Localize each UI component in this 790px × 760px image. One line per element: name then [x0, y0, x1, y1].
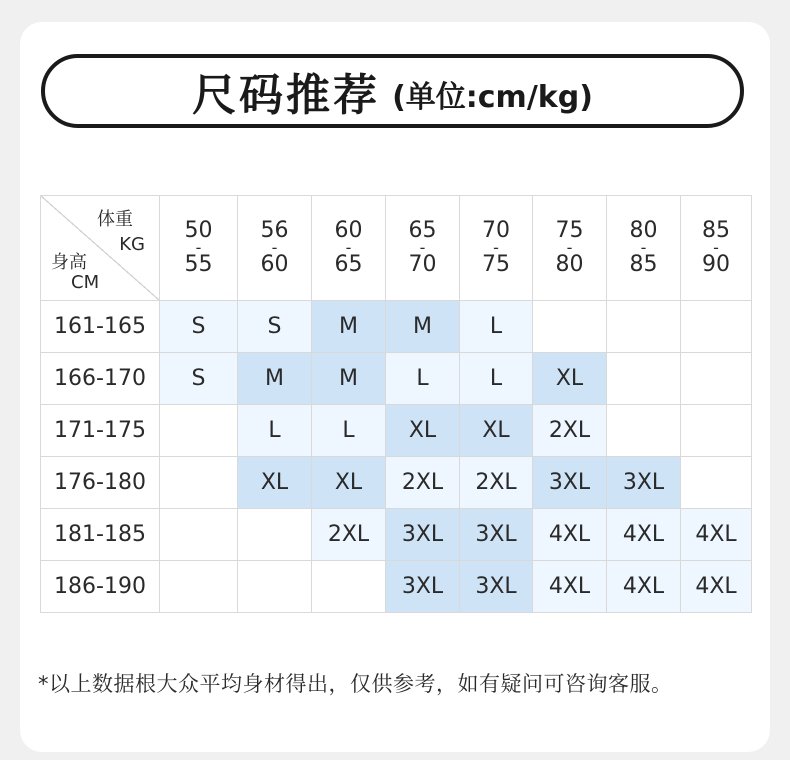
size-cell: 3XL — [386, 509, 460, 561]
size-cell — [607, 353, 681, 405]
size-cell: XL — [460, 405, 533, 457]
title-banner — [41, 54, 744, 128]
weight-range-start: 85 — [702, 218, 730, 243]
size-cell — [681, 301, 752, 353]
size-cell: L — [312, 405, 386, 457]
weight-range-start: 80 — [629, 218, 658, 243]
height-range-cell: 176-180 — [41, 457, 160, 509]
size-cell — [238, 509, 312, 561]
weight-header-row — [41, 196, 752, 301]
size-cell — [238, 561, 312, 613]
size-cell — [607, 405, 681, 457]
size-cell: 2XL — [533, 405, 607, 457]
size-cell: XL — [386, 405, 460, 457]
weight-range-header — [681, 196, 752, 301]
table-row — [41, 457, 752, 509]
weight-range-header — [533, 196, 607, 301]
height-label: 身高 — [51, 252, 87, 273]
corner-cell — [41, 196, 160, 301]
size-cell — [160, 509, 238, 561]
weight-range-end: 80 — [555, 252, 584, 277]
size-cell: M — [238, 353, 312, 405]
size-cell: XL — [312, 457, 386, 509]
page-title: 尺码推荐 — [192, 70, 381, 121]
weight-range-end: 90 — [702, 252, 730, 277]
weight-range-dash: - — [271, 238, 278, 257]
weight-range-dash: - — [493, 238, 499, 257]
size-cell: 3XL — [460, 561, 533, 613]
weight-range-end: 60 — [260, 252, 289, 277]
size-cell — [160, 405, 238, 457]
size-cell: M — [312, 353, 386, 405]
size-cell — [681, 353, 752, 405]
weight-range-dash: - — [195, 238, 202, 257]
weight-range-dash: - — [640, 238, 647, 257]
size-cell: L — [238, 405, 312, 457]
table-row — [41, 301, 752, 353]
table-row — [41, 561, 752, 613]
size-cell — [533, 301, 607, 353]
weight-range-header — [160, 196, 238, 301]
height-range-cell: 166-170 — [41, 353, 160, 405]
size-cell: 3XL — [607, 457, 681, 509]
weight-range-header — [607, 196, 681, 301]
weight-range-header — [386, 196, 460, 301]
table-row — [41, 405, 752, 457]
table-row — [41, 353, 752, 405]
height-range-cell: 181-185 — [41, 509, 160, 561]
weight-range-dash: - — [419, 238, 426, 257]
size-cell — [312, 561, 386, 613]
size-cell: M — [386, 301, 460, 353]
unit-note: (单位:cm/kg) — [392, 80, 593, 115]
size-cell: 4XL — [607, 509, 681, 561]
size-cell — [681, 457, 752, 509]
size-cell: 2XL — [312, 509, 386, 561]
size-table — [40, 195, 752, 613]
height-range-cell: 161-165 — [41, 301, 160, 353]
weight-range-start: 75 — [555, 218, 584, 243]
height-range-cell: 186-190 — [41, 561, 160, 613]
weight-range-dash: - — [713, 238, 719, 257]
size-cell: 2XL — [460, 457, 533, 509]
weight-range-start: 60 — [334, 218, 363, 243]
weight-range-start: 65 — [408, 218, 437, 243]
size-cell: L — [460, 353, 533, 405]
size-cell: L — [460, 301, 533, 353]
weight-range-header — [460, 196, 533, 301]
weight-range-end: 85 — [629, 252, 658, 277]
weight-range-start: 50 — [184, 218, 213, 243]
size-cell: S — [160, 301, 238, 353]
size-cell — [607, 301, 681, 353]
weight-range-end: 70 — [408, 252, 437, 277]
size-cell: 4XL — [681, 561, 752, 613]
size-cell: L — [386, 353, 460, 405]
weight-unit: KG — [119, 234, 145, 255]
weight-range-dash: - — [345, 238, 352, 257]
size-cell: 2XL — [386, 457, 460, 509]
weight-range-end: 55 — [184, 252, 213, 277]
height-range-cell: 171-175 — [41, 405, 160, 457]
weight-range-header — [312, 196, 386, 301]
weight-range-end: 65 — [334, 252, 363, 277]
size-cell: S — [160, 353, 238, 405]
weight-range-start: 70 — [482, 218, 510, 243]
weight-range-end: 75 — [482, 252, 510, 277]
size-cell — [160, 457, 238, 509]
corner-diagonal — [41, 196, 159, 300]
size-cell — [681, 405, 752, 457]
table-row — [41, 509, 752, 561]
weight-range-dash: - — [566, 238, 573, 257]
size-cell: XL — [238, 457, 312, 509]
size-cell: 3XL — [460, 509, 533, 561]
size-cell: M — [312, 301, 386, 353]
weight-label: 体重 — [97, 209, 133, 230]
size-cell: 4XL — [533, 561, 607, 613]
weight-range-header — [238, 196, 312, 301]
size-cell: 3XL — [533, 457, 607, 509]
size-cell: 3XL — [386, 561, 460, 613]
size-cell: XL — [533, 353, 607, 405]
size-cell — [160, 561, 238, 613]
footnote: *以上数据根大众平均身材得出，仅供参考，如有疑问可咨询客服。 — [38, 672, 673, 696]
weight-range-start: 56 — [260, 218, 289, 243]
size-cell: S — [238, 301, 312, 353]
size-cell: 4XL — [681, 509, 752, 561]
size-cell: 4XL — [533, 509, 607, 561]
height-unit: CM — [71, 272, 100, 293]
size-cell: 4XL — [607, 561, 681, 613]
